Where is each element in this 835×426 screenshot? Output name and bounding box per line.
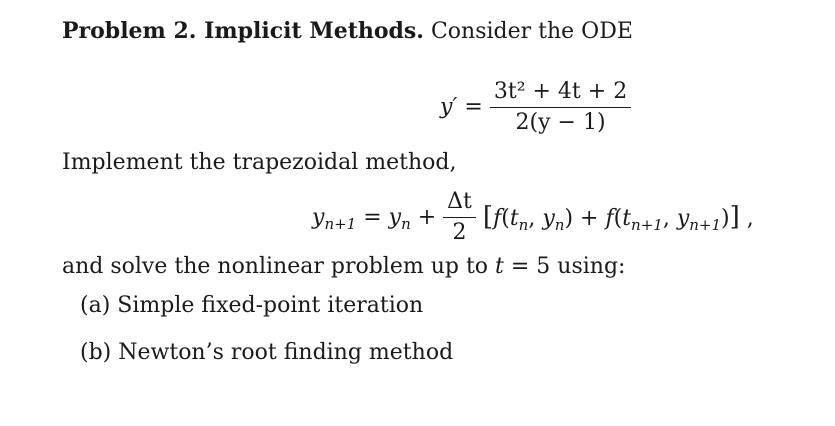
option-a-text: Simple fixed-point iteration <box>117 293 424 318</box>
option-b-label: (b) <box>80 340 112 365</box>
ode-denominator: 2(y − 1) <box>515 110 606 135</box>
solve-text-before: and solve the nonlinear problem up to <box>62 254 496 279</box>
option-a <box>80 293 423 319</box>
trapezoid-rhs-sub: n <box>401 214 411 233</box>
trapezoid-equation <box>312 190 754 245</box>
implement-text: Implement the trapezoidal method, <box>62 150 457 175</box>
trapezoid-rhs: [$f(t_n$, $y_n) + f(t_{n+1}$, $y_{n+1}$)] , <box>482 201 754 234</box>
ode-equation <box>440 80 631 135</box>
problem-heading-line <box>62 18 633 45</box>
option-b <box>80 340 453 366</box>
solve-var: t <box>495 254 504 279</box>
solve-text <box>62 254 625 280</box>
trapezoid-fraction <box>443 190 476 245</box>
ode-lhs: y′ = <box>440 94 483 120</box>
option-b-text: Newton’s root finding method <box>118 340 454 365</box>
solve-text-after: = 5 using: <box>503 254 626 279</box>
trapezoid-lhs: $y_{n+1} = y_n$ + <box>312 204 444 233</box>
trapezoid-lhs-sub: n+1 <box>324 214 357 233</box>
trapezoid-frac-den: 2 <box>452 220 467 245</box>
problem-heading: Problem 2. Implicit Methods. <box>62 18 424 44</box>
ode-numerator: 3t² + 4t + 2 <box>490 80 631 108</box>
trapezoid-frac-num: Δt <box>443 190 476 218</box>
problem-intro: Consider the ODE <box>430 19 633 44</box>
option-a-label: (a) <box>80 293 111 318</box>
ode-fraction <box>490 80 631 135</box>
